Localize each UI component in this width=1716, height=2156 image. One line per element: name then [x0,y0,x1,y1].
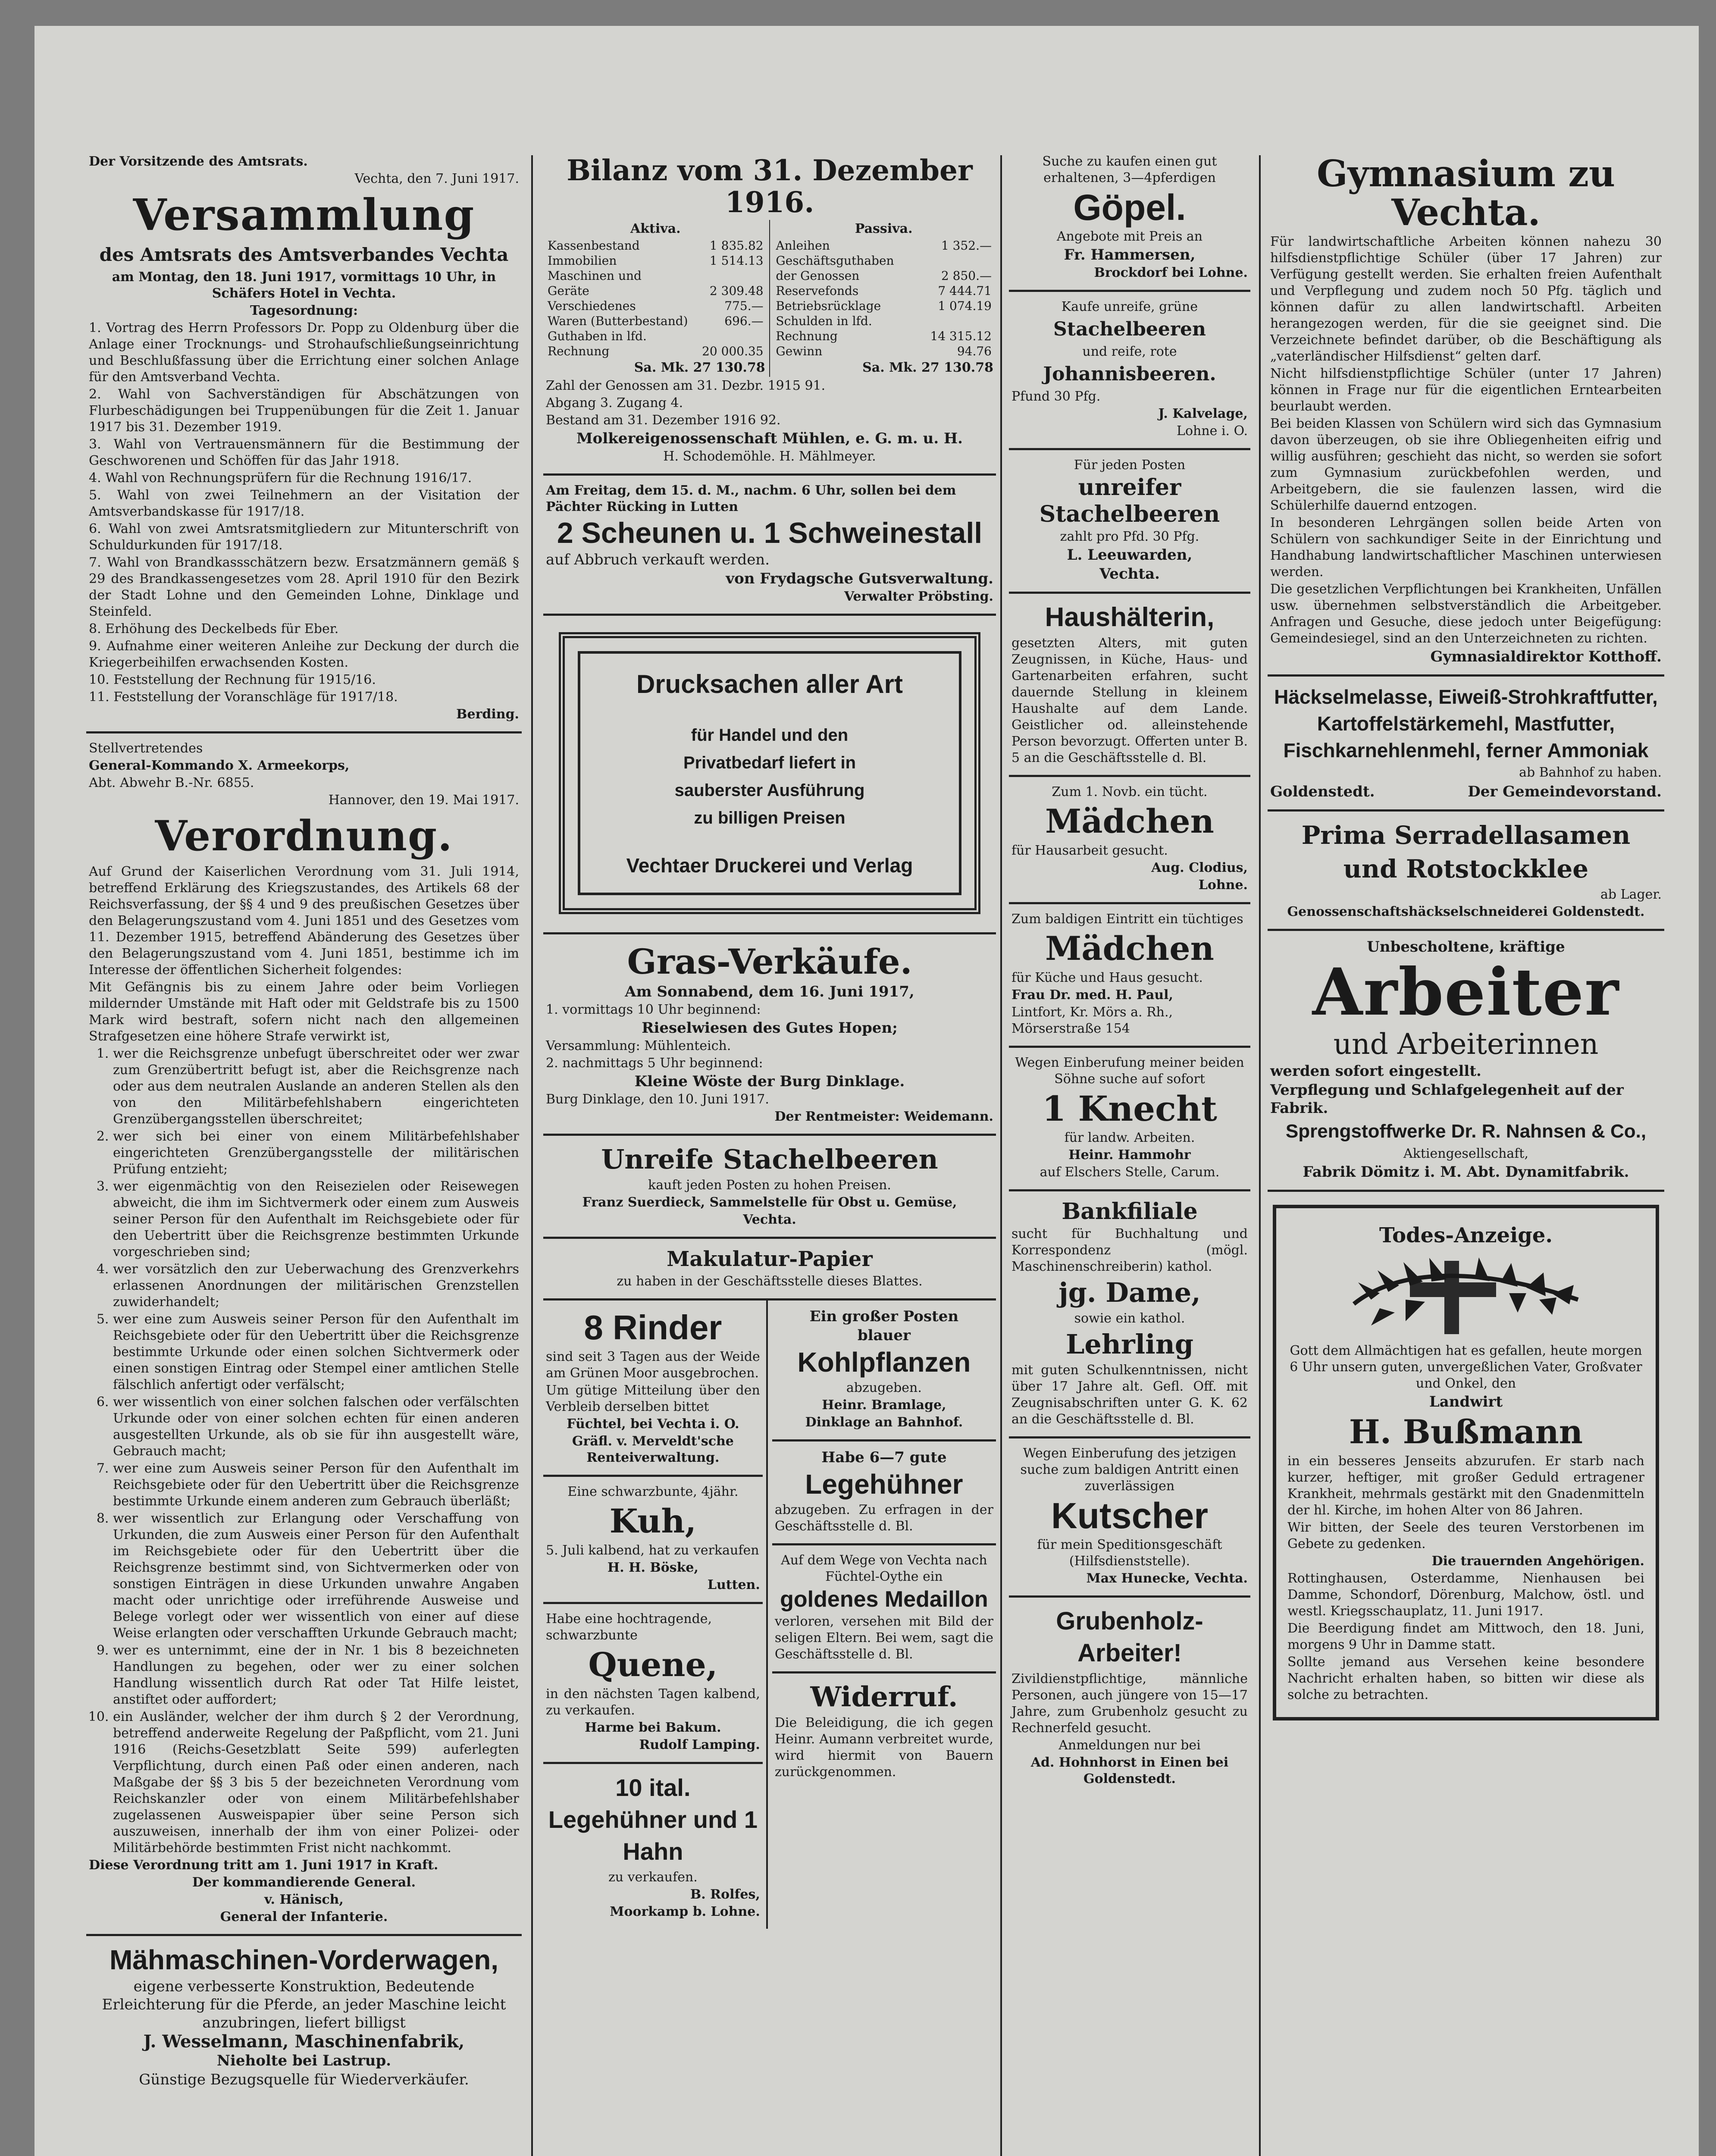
balance-value: 1 835.82 [709,238,764,253]
arb-firm: Fabrik Dömitz i. M. Abt. Dynamitfabrik. [1303,1163,1629,1181]
genossen-line: Zahl der Genossen am 31. Dezbr. 1915 91. [546,378,826,393]
gym-paragraph: Die gesetzlichen Verpflichtungen bei Krankheiten, Unfällen usw. übernehmen selbstverständlich die Arbeitgeber. Anfragen und Gesuche, diese jedoch unter Beigefügung: Gemeindesiegel, sind an den Unterzeichneten zu richten. [1270,582,1662,646]
arb-subtitle: und Arbeiterinnen [1333,1028,1599,1061]
druck-firm: Vechtaer Druckerei und Verlag [626,854,913,877]
maeh-place: Nieholte bei Lastrup. [216,2052,391,2069]
verordnung-item: 10. ein Ausländer, welcher der ihm durch § 2 der Verordnung, betreffend anderweite Regelung der Paßpflicht, vom 21. Juni 1916 (Reichs-Gesetzblatt Seite 599) auferlegten Verpflichtung, durch einen Paß oder einen anderen, nach Maßgabe der §§ 3 bis 5 der bezeichneten Verordnung vom Reichskanzler oder von einem Militärbefehlshaber zugelassenen Ausweispapier über seine Person sich auszuweisen, innerhalb der ihm von einer Polizei- oder Militärbehörde bestimmten Frist nicht nachkommt. [113,1709,519,1856]
balance-value [917,253,993,268]
ad-widerruf [772,1673,996,1789]
unreif-title: unreifer [1078,474,1181,501]
medaillon-intro: Auf dem Wege von Vechta nach Füchtel-Oythe ein [781,1553,987,1584]
kuh-body: 5. Juli kalbend, hat zu verkaufen [546,1543,759,1558]
balance-label: Geräte [548,284,589,298]
leg-title: 10 ital. Legehühner und 1 Hahn [548,1774,758,1865]
passiva-table [774,238,993,359]
rinder-firm: Gräfl. v. Merveldt'sche Renteiverwaltung. [572,1434,734,1465]
tagesordnung-label: Tagesordnung: [250,303,358,318]
verordnung-title: Verordnung. [155,812,453,860]
knecht-intro: Wegen Einberufung meiner beiden Söhne suche auf sofort [1015,1055,1244,1087]
balance-value: 696.— [724,314,764,328]
gras-line: Rieselwiesen des Gutes Hopen; [642,1019,898,1037]
balance-row [774,253,993,268]
balance-label: Betriebsrücklage [776,299,881,313]
ad-stachelbeeren [543,1136,996,1239]
lehrling-body: mit guten Schulkenntnissen, nicht über 17 Jahre alt. Gefl. Off. mit Zeugnisabschriften unter G. K. 62 an die Geschäftsstelle d. Bl. [1011,1363,1248,1427]
balance-row [774,313,993,329]
maeh-foot: Günstige Bezugsquelle für Wiederverkäufer. [139,2071,469,2088]
balance-row [546,313,765,329]
verordnung-sign: General der Infanterie. [220,1909,388,1924]
ad-haushaelterin [1009,594,1250,777]
column-4 [1268,147,1664,2156]
melasse-line: Häckselmelasse, Eiweiß-Strohkraftfutter, [1274,686,1658,708]
tod-rank: Landwirt [1429,1393,1503,1410]
balance-value: 775.— [724,299,764,313]
balance-row [546,238,765,253]
balance-value [697,268,765,283]
agenda-list [89,320,519,705]
balance-label: Rechnung [776,329,838,343]
huehner-title: Legehühner [805,1469,963,1500]
amtsrat-place: Vechta, den 7. Juni 1917. [354,171,519,186]
verordnung-item: 8. wer wissentlich zur Erlangung oder Verschaffung von Urkunden, die zum Ausweis einer Person für den Aufenthalt im Reichsgebiete oder für den Uebertritt über die Reichsgrenze bestimmt sind, von Sichtvermerken oder von sonstigen Einträgen in diese Urkunden unwahre Angaben macht oder unrichtige oder irreführende Ausweise und Belege vorlegt oder wer wissentlich von einer auf diese Weise erlangten oder verschafften Urkunde Gebrauch macht; [113,1510,519,1642]
dame-body: sowie ein kathol. [1074,1311,1185,1326]
kohl-title: Kohlpflanzen [797,1347,971,1378]
stachel-firm: Franz Suerdieck, Sammelstelle für Obst u. Gemüse, [582,1195,957,1210]
leg-firm: B. Rolfes, [690,1887,760,1902]
arb-intro: Unbescholtene, kräftige [1367,938,1565,956]
molkerei-sign: H. Schodemöhle. H. Mählmeyer. [663,449,876,464]
knecht-title: 1 Knecht [1042,1088,1217,1129]
maeh-body: eigene verbesserte Konstruktion, Bedeutende Erleichterung für die Pferde, an jeder Maschine leicht anzubringen, liefert billigst [102,1978,506,2031]
kohl-place: Dinklage an Bahnhof. [805,1415,963,1430]
quene-title: Quene, [588,1645,718,1684]
unreif-firm: L. Leeuwarden, [1067,546,1193,564]
ad-legehuehner [772,1442,996,1545]
tod-place: Rottinghausen, Osterdamme, Nienhausen bei Damme, Schondorf, Dörenburg, Malchow, östl. und westl. Kriegsschauplatz, 11. Juni 1917. [1287,1571,1644,1619]
gras-date: Burg Dinklage, den 10. Juni 1917. [546,1092,769,1107]
huehner-intro: Habe 6—7 gute [821,1449,947,1466]
versammlung-when: am Montag, den 18. Juni 1917, vormittags 10 Uhr, in Schäfers Hotel in Vechta. [112,270,496,301]
verordnung-item: 9. wer es unternimmt, eine der in Nr. 1 bis 8 bezeichneten Handlungen zu begehen, oder wer zu einer solchen Handlung wissentlich durch Rat oder Tat Hilfe leistet, anstiftet oder auffordert; [113,1642,519,1708]
generalkommando-line: General-Kommando X. Armeekorps, [89,758,350,773]
kohl-line: Ein großer Posten [809,1308,959,1325]
goepel-body: Angebote mit Preis an [1056,229,1203,244]
gym-paragraph: In besonderen Lehrgängen sollen beide Arten von Schülern von sachkundiger Seite in der Einrichtung und Handhabung landwirtschaftlicher Maschinen unterwiesen werden. [1270,515,1662,580]
todes-frame [1273,1205,1659,1720]
versammlung-title: Versammlung [133,189,475,240]
maedchen-firm: Aug. Clodius, [1151,860,1248,875]
balance-value: 2 850.— [941,269,992,283]
druck-line: Privatbedarf liefert in [683,753,856,772]
stachel-body: kauft jeden Posten zu hohen Preisen. [648,1178,891,1193]
balance-label: Rechnung [548,344,610,358]
balance-value: 94.76 [957,344,992,358]
maedchen-title: Mädchen [1045,929,1214,968]
verordnung-place: Hannover, den 19. Mai 1917. [328,793,519,808]
agenda-item: 8. Erhöhung des Deckelbeds für Eber. [89,621,339,636]
balance-value: 1 352.— [941,238,992,253]
tod-paragraph: Sollte jemand aus Versehen keine besondere Nachricht erhalten haben, so bitten wir diese als solche zu betrachten. [1287,1655,1644,1702]
ad-maedchen-2 [1009,904,1250,1048]
serr-sub: ab Lager. [1600,887,1662,902]
verordnung-item: 1. wer die Reichsgrenze unbefugt überschreitet oder wer zwar zum Grenzübertritt befugt ist, aber die Reichsgrenze nach oder aus dem neutralen Auslande an anderen Stellen als den von den Militärbefehlshabern eingerichteten Grenzübergangsstellen überschreitet; [113,1046,519,1128]
bank-body: sucht für Buchhaltung und Korrespondenz (mögl. Maschinenschreiberin) kathol. [1011,1226,1248,1274]
arb-title: Arbeiter [1312,954,1620,1030]
balance-label: Reservefonds [776,284,859,298]
scheunen-title: 2 Scheunen u. 1 Schweinestall [557,517,983,549]
ad-makulatur [543,1239,996,1300]
arb-body: werden sofort eingestellt. [1270,1062,1481,1080]
medaillon-body: verloren, versehen mit Bild der seligen Eltern. Bei wem, sagt die Geschäftsstelle d. Bl. [774,1614,993,1662]
balance-row [774,298,993,313]
balance-label: Maschinen und [548,269,642,283]
scheunen-firm: von Frydagsche Gutsverwaltung. [726,570,993,587]
gruben-title: Grubenholz-Arbeiter! [1056,1607,1203,1667]
agenda-item: 4. Wahl von Rechnungsprüfern für die Rechnung 1916/17. [89,470,472,486]
scheunen-sign: Verwalter Pröbsting. [844,589,993,604]
ad-kuh [543,1477,763,1604]
verordnung-item: 4. wer vorsätzlich den zur Ueberwachung des Grenzverkehrs erlassenen Anordnungen der militärischen Grenzstellen zuwiderhandelt; [113,1261,519,1310]
lehrling-title: Lehrling [1065,1329,1194,1360]
balance-row [546,329,765,344]
makulatur-body: zu haben in der Geschäftsstelle dieses Blattes. [617,1274,923,1289]
ad-arbeiter [1268,931,1664,1192]
balance-row [774,344,993,359]
verordnung-item: 5. wer eine zum Ausweis seiner Person für den Aufenthalt im Reichsgebiete oder für den Uebertritt über die Reichsgrenze bestimmte Urkunde oder einen solchen Sichtvermerk oder einen sonstigen Eintrag oder Stempel einer amtlichen Stelle fälschlich anfertigt oder verfälscht; [113,1311,519,1393]
ad-gras [543,934,996,1136]
tod-paragraph: Wir bitten, der Seele des teuren Verstorbenen im Gebete zu gedenken. [1287,1520,1644,1551]
scheunen-when: Am Freitag, dem 15. d. M., nachm. 6 Uhr, sollen bei dem Pächter Rücking in Lutten [546,483,956,514]
balance-row [546,344,765,359]
ad-maedchen-1 [1009,777,1250,904]
knecht-place: auf Elschers Stelle, Carum. [1040,1165,1220,1180]
molkerei-name: Molkereigenossenschaft Mühlen, e. G. m. u. H. [576,430,963,447]
kohl-line: blauer [857,1327,911,1344]
column-rule [1000,155,1002,2156]
balance-value: 2 309.48 [709,284,764,298]
gruben-firm: Ad. Hohnhorst in Einen bei Goldenstedt. [1030,1755,1229,1786]
agenda-item: 9. Aufnahme einer weiteren Anleihe zur Deckung der durch die Kriegerbeihilfen erwachsenden Kosten. [89,639,519,670]
kohl-body: abzugeben. [846,1380,922,1395]
genossen-line: Abgang 3. Zugang 4. [546,395,683,411]
balance-label: Gewinn [776,344,823,358]
tod-name: H. Bußmann [1349,1413,1583,1451]
gras-line: Kleine Wöste der Burg Dinklage. [634,1073,905,1090]
stachel-title: Unreife Stachelbeeren [601,1144,938,1175]
newspaper-page [34,26,1699,2156]
ad-todesanzeige [1268,1192,1664,1735]
unreif-title: Stachelbeeren [1039,501,1220,527]
beeren-title: Stachelbeeren [1053,318,1206,340]
quene-firm: Harme bei Bakum. [585,1720,721,1735]
agenda-item: 2. Wahl von Sachverständigen für Abschätzungen von Flurbeschädigungen bei Truppenübungen für die Zeit 1. Januar 1917 bis 31. Dezember 1919. [89,387,519,435]
beeren-title: Johannisbeeren. [1043,363,1216,385]
gym-paragraph: Bei beiden Klassen von Schülern wird sich das Gymnasium davon überzeugen, ob sie ihre Obliegenheiten eifrig und willig ausführen; geschieht das nicht, so werden sie sofort zum Gymnasium zurückbefohlen werden, und Arbeitgebern, die sie faulenzen lassen, wird die Schülerhilfe dauernd entzogen. [1270,416,1662,513]
balance-label: Guthaben in lfd. [548,329,647,343]
kuh-place: Lutten. [707,1577,760,1592]
rinder-firm: Füchtel, bei Vechta i. O. [567,1416,739,1432]
balance-label: Immobilien [548,254,617,268]
verordnung-item: 6. wer wissentlich von einer solchen falschen oder verfälschten Urkunde oder von einer solchen echten für einen anderen ausgestellten Urkunde, als ob sie für ihn ausgestellt wäre, Gebrauch macht; [113,1394,519,1460]
agenda-item: 1. Vortrag des Herrn Professors Dr. Popp zu Oldenburg über die Anlage einer Trocknungs- und Strohaufschließungseinrichtung und Beschlußfassung über die Errichtung einer solchen Anlage für den Amtsverband Vechta. [89,320,519,385]
unreif-body: zahlt pro Pfd. 30 Pfg. [1060,529,1199,544]
verordnung-sign: v. Hänisch, [264,1892,344,1907]
ad-verordnung [86,733,522,1936]
balance-row [546,298,765,313]
gym-paragraph: Nicht hilfsdienstpflichtige Schüler (unter 17 Jahren) können in Frage nur für die eigentlichen Erntearbeiten beurlaubt werden. [1270,366,1662,414]
ad-medaillon [772,1545,996,1673]
rinder-body: sind seit 3 Tagen aus der Weide am Grünen Moor ausgebrochen. [546,1349,760,1381]
knecht-firm: Heinr. Hammohr [1068,1147,1191,1163]
ad-legehuehner-hahn [543,1764,763,1929]
unreif-place: Vechta. [1099,565,1160,583]
ad-unreife [1009,450,1250,594]
maeh-firm: J. Wesselmann, Maschinenfabrik, [143,2031,465,2052]
knecht-body: für landw. Arbeiten. [1064,1130,1195,1145]
balance-label: Geschäftsguthaben [776,254,894,268]
scheunen-body: auf Abbruch verkauft werden. [546,551,770,568]
huehner-body: abzugeben. Zu erfragen in der Geschäftsstelle d. Bl. [774,1502,993,1534]
druck-lines [589,722,950,831]
gras-line: Versammlung: Mühlenteich. [546,1038,731,1053]
goepel-firm: Fr. Hammersen, [1064,246,1196,263]
column-3 [1009,147,1250,2156]
rinder-body: Um gütige Mitteilung über den Verbleib derselben bittet [546,1383,760,1414]
tod-paragraph: in ein besseres Jenseits abzurufen. Er starb nach kurzer, heftiger, mit großer Geduld ertragener Krankheit, mehrmals gestärkt mit den Gnadenmitteln der hl. Kirche, im hohen Alter von 86 Jahren. [1287,1454,1644,1518]
balance-row [774,238,993,253]
agenda-item: 5. Wahl von zwei Teilnehmern an der Visitation der Amtsverbandskasse für 1917/18. [89,488,519,519]
agenda-item: 6. Wahl von zwei Amtsratsmitgliedern zur Mitunterschrift von Schuldurkunden für 1917/18. [89,521,519,553]
goepel-title: Göpel. [1073,187,1186,228]
balance-value [917,313,993,329]
balance-value: 14 315.12 [930,329,992,343]
druck-line: zu billigen Preisen [694,808,845,827]
rinder-title: 8 Rinder [584,1308,722,1347]
balance-label: der Genossen [776,269,860,283]
serr-firm: Genossenschaftshäckselschneiderei Goldenstedt. [1287,904,1645,919]
dame-title: jg. Dame, [1058,1277,1201,1308]
ad-beeren [1009,292,1250,450]
ad-drucksachen [543,616,996,934]
ad-scheunen [543,476,996,616]
balance-value: 1 074.19 [938,299,992,313]
ad-kutscher [1009,1438,1250,1598]
ad-kohlpflanzen [772,1300,996,1442]
balance-row [546,283,765,298]
ad-serradella [1268,812,1664,931]
melasse-sub: ab Bahnhof zu haben. [1519,765,1662,780]
balance-value: 20 000.35 [702,344,764,358]
verordnung-item: 7. wer eine zum Ausweis seiner Person für den Aufenthalt im Reichsgebiete oder für den Uebertritt über die Reichsgrenze bestimmte Urkunde einem anderen zum Gebrauch überläßt; [113,1460,519,1510]
beeren-firm: J. Kalvelage, [1158,406,1248,421]
balance-value: 1 514.13 [709,254,764,268]
agenda-item: 11. Feststellung der Voranschläge für 1917/18. [89,689,398,705]
generalkommando-line: Abt. Abwehr B.-Nr. 6855. [89,775,254,790]
beeren-mid: und reife, rote [1082,344,1177,359]
serr-title: und Rotstockklee [1343,854,1589,884]
gras-sign: Der Rentmeister: Weidemann. [774,1109,993,1124]
melasse-sign: Der Gemeindevorstand. [1468,783,1662,800]
goepel-intro: Suche zu kaufen einen gut erhaltenen, 3—4pferdigen [1042,154,1217,185]
druck-title: Drucksachen aller Art [636,670,903,699]
quene-sign: Rudolf Lamping. [639,1737,760,1752]
agenda-item: 3. Wahl von Vertrauensmännern für die Bestimmung der Geschworenen und Schöffen für das Jahr 1918. [89,437,519,468]
column-1 [86,147,522,2156]
haus-body: gesetzten Alters, mit guten Zeugnissen, in Küche, Haus- und Gartenarbeiten erfahren, sucht dauernde Stellung in kleinem Haushalte auf dem Lande. Geistlicher od. alleinstehende Person bevorzugt. Offerten unter B. 5 an die Geschäftsstelle d. Bl. [1011,636,1248,765]
melasse-line: Fischkarnehlenmehl, ferner Ammoniak [1283,739,1649,761]
bilanz-title: Bilanz vom 31. Dezember 1916. [567,154,973,219]
maedchen-place: Lintfort, Kr. Mörs a. Rh., Mörserstraße 154 [1011,1005,1173,1036]
column-rule [531,155,533,2156]
makulatur-title: Makulatur-Papier [667,1247,873,1271]
kohl-firm: Heinr. Bramlage, [822,1398,946,1413]
druck-line: für Handel und den [691,726,849,745]
quene-intro: Habe eine hochtragende, schwarzbunte [546,1611,712,1643]
kuh-title: Kuh, [609,1502,697,1540]
drucksachen-frame [559,632,980,914]
maedchen-place: Lohne. [1198,877,1248,893]
druck-line: sauberster Ausführung [674,781,865,800]
ad-quene [543,1604,763,1764]
gym-paragraph: Für landwirtschaftliche Arbeiten können nahezu 30 hilfsdienstpflichtige Schüler (über 17 Jahren) zur Verfügung gestellt werden. Sie erhalten freien Aufenthalt und Verpflegung und zudem noch 50 Pfg. täglich und können dafür zu allen landwirtschaftl. Arbeiten herangezogen werden, für die sie geeignet sind. Die Verzeichnete befindet darüber, ob die Beschäftigung als „vaterländischer Hilfsdienst“ gelten darf. [1270,234,1662,364]
genossen-line: Bestand am 31. Dezember 1916 92. [546,413,781,428]
tod-sign: Die trauernden Angehörigen. [1431,1554,1644,1569]
balance-row [774,268,993,283]
balance-row [546,253,765,268]
kuh-intro: Eine schwarzbunte, 4jähr. [567,1484,739,1499]
balance-row [774,329,993,344]
maedchen-intro: Zum baldigen Eintritt ein tüchtiges [1011,912,1243,927]
maedchen-title: Mädchen [1045,802,1214,840]
balance-value [697,329,765,344]
ad-gymnasium [1268,147,1664,677]
ad-maehmaschinen [86,1936,522,2097]
gym-sign: Gymnasialdirektor Kotthoff. [1430,648,1662,665]
amtsrat-note: Der Vorsitzende des Amtsrats. [89,154,308,169]
arb-body: Verpflegung und Schlafgelegenheit auf der Fabrik. [1270,1081,1624,1117]
verordnung-effective: Diese Verordnung tritt am 1. Juni 1917 in Kraft. [89,1858,438,1873]
kutscher-title: Kutscher [1051,1495,1209,1536]
arb-firm: Sprengstoffwerke Dr. R. Nahnsen & Co., [1285,1121,1647,1142]
ad-melasse [1268,677,1664,812]
kutscher-body: für mein Speditionsgeschäft (Hilfsdienststelle). [1037,1537,1222,1569]
widerruf-title: Widerruf. [810,1681,958,1713]
maedchen-intro: Zum 1. Novb. ein tücht. [1052,784,1208,799]
passiva-sum: Sa. Mk. 27 130.78 [862,360,993,375]
verordnung-item: 3. wer eigenmächtig von den Reisezielen oder Reisewegen abweicht, die ihm im Sichtvermerk oder einem zum Ausweis seiner Person für den Aufenthalt im Reichsgebiete oder für den Uebertritt über die Reichsgrenze bestimmten Urkunde vorgeschrieben sind; [113,1178,519,1260]
verordnung-intro: Auf Grund der Kaiserlichen Verordnung vom 31. Juli 1914, betreffend Erklärung des Kriegszustandes, des Artikels 68 der Reichsverfassung, der §§ 4 und 9 des preußischen Gesetzes über den Belagerungszustand vom 4. Juni 1851 und des Gesetzes vom 11. Dezember 1915, betreffend Abänderung des Gesetzes über den Belagerungszustand vom 4. Juni 1851, bestimme ich im Interesse der öffentlichen Sicherheit folgendes: [89,864,519,978]
medaillon-title: goldenes Medaillon [780,1587,988,1612]
ad-rinder [543,1300,763,1477]
balance-label: Waren (Butterbestand) [548,314,688,328]
bank-title: Bankfiliale [1062,1198,1198,1225]
kutscher-intro: Wegen Einberufung des jetzigen suche zum baldigen Antritt einen zuverlässigen [1020,1446,1239,1494]
tod-paragraph: Gott dem Allmächtigen hat es gefallen, heute morgen 6 Uhr unsern guten, unvergeßlichen Vater, Großvater und Onkel, den [1290,1343,1642,1391]
maedchen-firm: Frau Dr. med. H. Paul, [1011,987,1173,1003]
balance-value: 7 444.71 [938,284,992,298]
haus-title: Haushälterin, [1045,602,1215,632]
melasse-line: Kartoffelstärkemehl, Mastfutter, [1317,712,1615,735]
agenda-item: 10. Feststellung der Rechnung für 1915/16. [89,672,376,687]
kuh-firm: H. H. Böske, [607,1560,698,1575]
serr-title: Prima Serradellasamen [1301,821,1631,850]
quene-body: in den nächsten Tagen kalbend, zu verkaufen. [546,1686,760,1718]
gras-line: 2. nachmittags 5 Uhr beginnend: [546,1056,763,1071]
maedchen-body: für Küche und Haus gesucht. [1011,970,1203,985]
column-2 [543,147,996,2156]
passiva-label: Passiva. [855,221,913,236]
arb-firm: Aktiengesellschaft, [1403,1146,1528,1161]
ad-knecht [1009,1048,1250,1191]
balance-row [774,283,993,298]
balance-label: Anleihen [776,238,830,253]
maeh-title: Mähmaschinen-Vorderwagen, [109,1944,499,1975]
balance-label: Schulden in lfd. [776,314,872,328]
verordnung-intro: Mit Gefängnis bis zu einem Jahre oder beim Vorliegen mildernder Umstände mit Haft oder mit Geldstrafe bis zu 1500 Mark wird bestraft, sofern nicht nach den allgemeinen Strafgesetzen eine höhere Strafe verwirkt ist, [89,980,519,1044]
gras-when: Am Sonnabend, dem 16. Juni 1917, [625,983,914,1000]
versammlung-subtitle: des Amtsrats des Amtsverbandes Vechta [99,244,509,265]
column-rule [1259,155,1261,2156]
aktiva-table [546,238,765,359]
ad-bankfiliale [1009,1191,1250,1438]
widerruf-body: Die Beleidigung, die ich gegen Heinr. Aumann verbreitet wurde, wird hiermit von Bauern zurückgenommen. [774,1715,993,1780]
beeren-price: Pfund 30 Pfg. [1011,389,1101,404]
gras-line: 1. vormittags 10 Uhr beginnend: [546,1002,761,1017]
ad-bilanz [543,147,996,476]
verordnung-sign: Der kommandierende General. [192,1875,416,1890]
ad-grubenholz [1009,1598,1250,1796]
gruben-body: Zivildienstpflichtige, männliche Personen, auch jüngere von 15—17 Jahre, zum Grubenholz gesucht zu Rechnerfeld gesucht. [1011,1671,1248,1736]
verordnung-item: 2. wer sich bei einer von einem Militärbefehlshaber eingerichteten Grenzübergangsstelle der militärischen Prüfung entzieht; [113,1128,519,1178]
palm-branch-cross-icon [1345,1252,1587,1338]
tod-paragraph: Die Beerdigung findet am Mittwoch, den 18. Juni, morgens 9 Uhr in Damme statt. [1287,1621,1644,1652]
leg-place: Moorkamp b. Lohne. [610,1904,760,1919]
melasse-place: Goldenstedt. [1270,783,1375,800]
balance-label: Verschiedenes [548,299,636,313]
gym-title: Gymnasium zu Vechta. [1316,152,1616,234]
balance-row [546,268,765,283]
ad-goepel [1009,147,1250,292]
agenda-item: 7. Wahl von Brandkassschätzern bezw. Ersatzmännern gemäß § 29 des Brandkassengesetzes vom 28. April 1910 für den Bezirk der Stadt Lohne und den Gemeinden Lohne, Dinklage und Steinfeld. [89,555,519,619]
stachel-place: Vechta. [743,1212,796,1227]
aktiva-sum: Sa. Mk. 27 130.78 [634,360,765,375]
gras-title: Gras-Verkäufe. [627,941,912,982]
unreif-intro: Für jeden Posten [1074,458,1186,473]
goepel-place: Brockdorf bei Lohne. [1094,265,1248,280]
verordnung-list [89,1046,519,1856]
versammlung-sign: Berding. [456,707,519,722]
generalkommando-line: Stellvertretendes [89,741,203,756]
balance-label: Kassenbestand [548,238,640,253]
tod-title: Todes-Anzeige. [1379,1223,1553,1247]
leg-body: zu verkaufen. [608,1870,698,1885]
beeren-place: Lohne i. O. [1177,423,1248,439]
aktiva-label: Aktiva. [630,221,681,236]
maedchen-body: für Hausarbeit gesucht. [1011,843,1168,858]
gruben-body: Anmeldungen nur bei [1058,1738,1201,1753]
ad-versammlung [86,147,522,733]
kutscher-firm: Max Hunecke, Vechta. [1086,1571,1248,1586]
beeren-intro: Kaufe unreife, grüne [1061,299,1198,314]
